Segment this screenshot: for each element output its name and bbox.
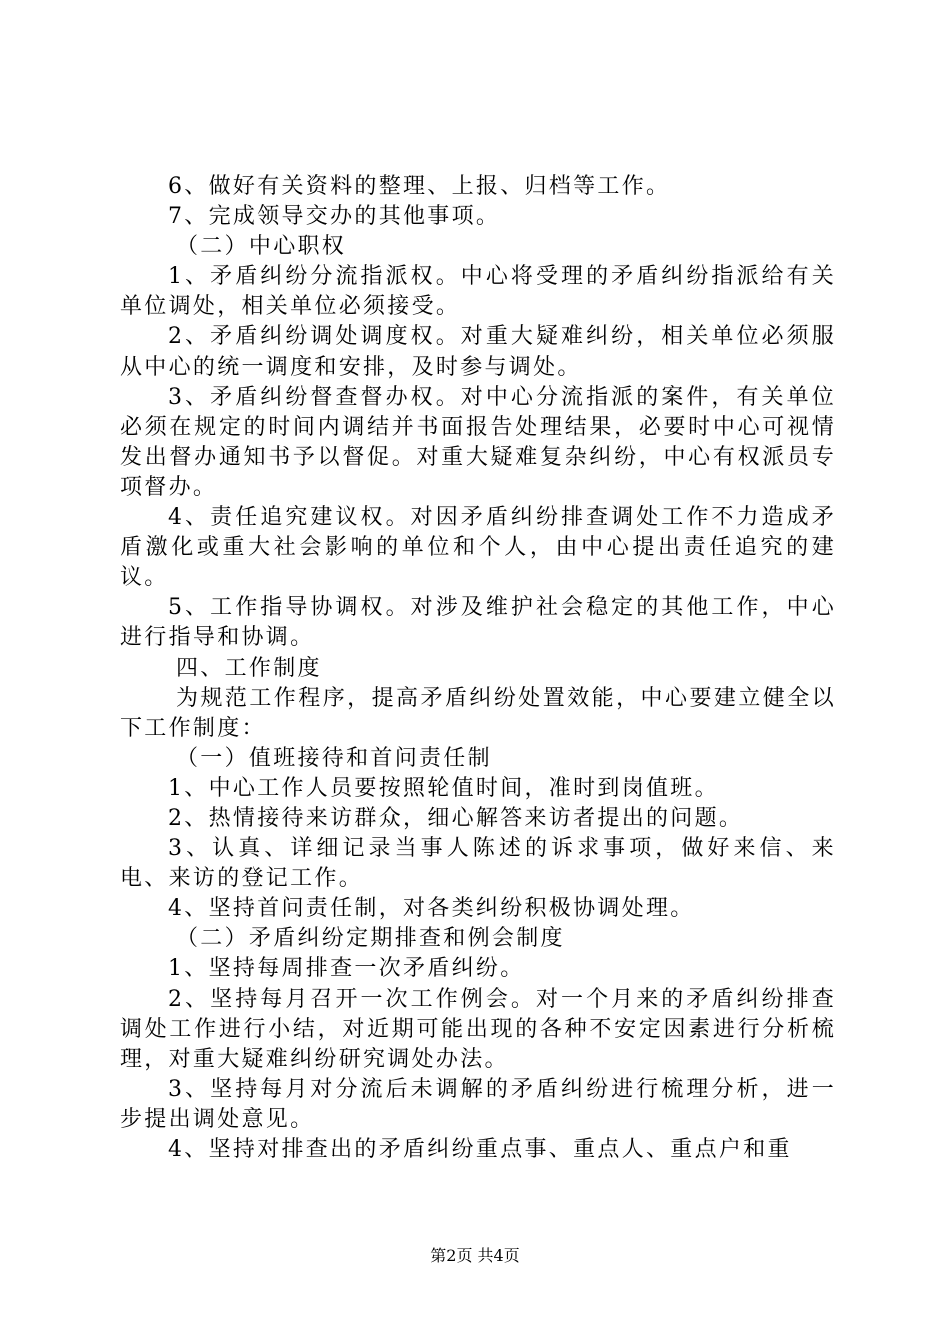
- paragraph: 6、做好有关资料的整理、上报、归档等工作。: [168, 174, 671, 199]
- section-heading: （二）中心职权: [176, 234, 347, 260]
- paragraph: 1、坚持每周排查一次矛盾纠纷。: [168, 956, 525, 982]
- paragraph: 4、坚持对排查出的矛盾纠纷重点事、重点人、重点户和重: [168, 1137, 792, 1162]
- paragraph: 3、坚持每月对分流后未调解的矛盾纠纷进行梳理分析，进一步提出调处意见。: [120, 1076, 836, 1132]
- document-body: [120, 172, 836, 1165]
- paragraph: 2、矛盾纠纷调处调度权。对重大疑难纠纷，相关单位必须服从中心的统一调度和安排，及时参与调处。: [120, 324, 836, 380]
- section-heading: （二）矛盾纠纷定期排查和例会制度: [176, 926, 565, 952]
- paragraph: 2、热情接待来访群众，细心解答来访者提出的问题。: [168, 805, 744, 831]
- paragraph: 1、矛盾纠纷分流指派权。中心将受理的矛盾纠纷指派给有关单位调处，相关单位必须接受。: [120, 264, 836, 320]
- paragraph: 4、坚持首问责任制，对各类纠纷积极协调处理。: [168, 896, 695, 922]
- page-number: 第2页 共4页: [430, 1246, 520, 1265]
- section-heading: （一）值班接待和首问责任制: [176, 745, 492, 771]
- paragraph: 3、矛盾纠纷督查督办权。对中心分流指派的案件，有关单位必须在规定的时间内调结并书面报告处理结果，必要时中心可视情发出督办通知书予以督促。对重大疑难复杂纠纷，中心有权派员专项督办。: [120, 384, 836, 500]
- section-heading: 四、工作制度: [176, 655, 322, 681]
- paragraph: 为规范工作程序，提高矛盾纠纷处置效能，中心要建立健全以下工作制度：: [120, 685, 836, 741]
- paragraph: 5、工作指导协调权。对涉及维护社会稳定的其他工作，中心进行指导和协调。: [120, 595, 836, 651]
- paragraph: 7、完成领导交办的其他事项。: [168, 204, 501, 230]
- paragraph: 1、中心工作人员要按照轮值时间，准时到岗值班。: [168, 775, 719, 801]
- paragraph: 3、认真、详细记录当事人陈述的诉求事项，做好来信、来电、来访的登记工作。: [120, 836, 836, 892]
- paragraph: 2、坚持每月召开一次工作例会。对一个月来的矛盾纠纷排查调处工作进行小结，对近期可能出现的各种不安定因素进行分析梳理，对重大疑难纠纷研究调处办法。: [120, 986, 836, 1072]
- paragraph: 4、责任追究建议权。对因矛盾纠纷排查调处工作不力造成矛盾激化或重大社会影响的单位和个人，由中心提出责任追究的建议。: [120, 505, 836, 591]
